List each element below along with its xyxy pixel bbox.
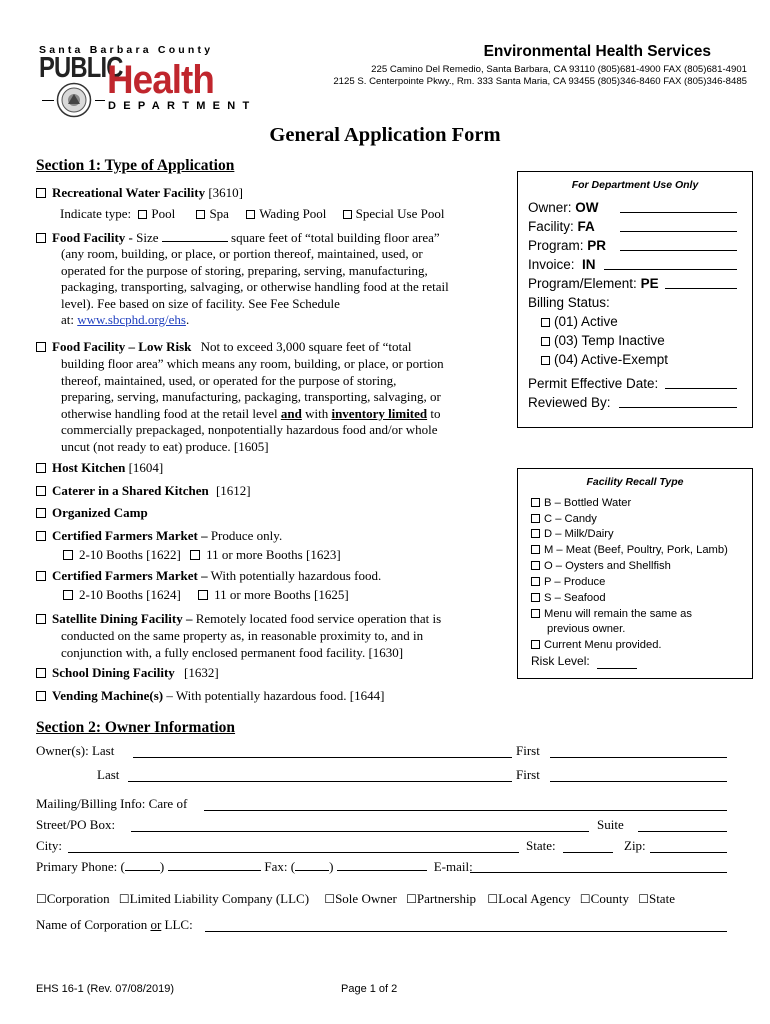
county-label: County xyxy=(590,891,629,906)
caterer-row xyxy=(36,483,251,499)
food-desc-line: operated for the purpose of storing, preparing, serving, manufacturing, xyxy=(61,262,428,278)
recall-menu-same-checkbox[interactable] xyxy=(531,609,540,618)
vending-machine-row xyxy=(36,688,384,704)
recall-meat-checkbox[interactable] xyxy=(531,545,540,554)
recall-item-oysters xyxy=(531,559,671,575)
program-element-label: Program/Element: xyxy=(528,276,637,291)
spa-label: Spa xyxy=(209,206,229,221)
primary-phone-row: Primary Phone: ( ) Fax: ( ) E-mail: xyxy=(36,859,473,874)
logo-rule xyxy=(42,100,54,101)
caterer-checkbox[interactable] xyxy=(36,486,46,496)
organized-camp-checkbox[interactable] xyxy=(36,508,46,518)
facility-code-label: Facility: xyxy=(528,219,574,234)
satellite-dining-line1: Remotely located food service operation that is xyxy=(195,611,442,626)
low-risk-line: commercially prepackaged, nonpotentially hazardous food and/or whole xyxy=(61,422,438,437)
booths-2-10-produce-label: 2-10 Booths [1622] xyxy=(79,547,181,562)
logo-department: DEPARTMENT xyxy=(108,100,257,112)
booths-11-plus-phf-label: 11 or more Booths [1625] xyxy=(214,587,349,602)
owner-last-name-field[interactable] xyxy=(133,745,512,758)
phone-number-field[interactable] xyxy=(168,858,261,871)
recall-item-seafood xyxy=(531,591,606,607)
satellite-dining-line: conducted on the same property as, in reasonable proximity to, and in xyxy=(61,628,424,643)
corporation-name-or: or xyxy=(150,917,162,932)
recall-seafood-checkbox[interactable] xyxy=(531,593,540,602)
section2-heading: Section 2: Owner Information xyxy=(36,719,236,736)
invoice-code-row xyxy=(528,255,596,274)
program-code-field[interactable] xyxy=(620,238,737,251)
with-text: with xyxy=(305,405,329,421)
food-facility-description xyxy=(61,246,449,329)
recall-current-menu-checkbox[interactable] xyxy=(531,640,540,649)
food-facility-row xyxy=(36,229,440,246)
county-seal-icon xyxy=(56,82,92,118)
reviewed-by-label: Reviewed By: xyxy=(528,395,611,410)
status-active-label: (01) Active xyxy=(554,314,618,329)
state-type-label: State xyxy=(648,891,675,906)
spa-checkbox[interactable] xyxy=(196,210,205,219)
invoice-code-field[interactable] xyxy=(604,257,737,270)
corporation-name-field[interactable] xyxy=(205,919,727,932)
food-facility-size-text: square feet of “total building floor area” xyxy=(231,230,440,245)
food-desc-line: (any room, building, or place, or portion thereof, maintained, used, or xyxy=(61,246,423,261)
owner-code-field[interactable] xyxy=(620,200,737,213)
facility-code-row xyxy=(528,217,595,236)
recall-bottled-water-checkbox[interactable] xyxy=(531,498,540,507)
owner-code-row xyxy=(528,198,599,217)
vending-machine-label: Vending Machine(s) xyxy=(52,688,164,703)
city-field[interactable] xyxy=(68,840,519,853)
indicate-type-label: Indicate type: xyxy=(60,206,132,221)
recreational-water-checkbox[interactable] xyxy=(36,188,46,198)
farmers-market-phf-row xyxy=(36,568,381,584)
recall-item-menu-same-cont: previous owner. xyxy=(547,623,626,635)
page-title: General Application Form xyxy=(269,124,501,146)
recall-item-current-menu xyxy=(531,638,662,654)
suite-field[interactable] xyxy=(638,819,727,832)
satellite-dining-row xyxy=(36,611,441,627)
email-label: E-mail: xyxy=(433,859,473,874)
program-code-prefix: PR xyxy=(587,238,607,253)
host-kitchen-checkbox[interactable] xyxy=(36,463,46,473)
second-first-label: First xyxy=(516,767,540,782)
recall-item-label: B – Bottled Water xyxy=(544,497,632,509)
primary-phone-label: Primary Phone: ( xyxy=(36,859,125,874)
low-risk-line: preparing, serving, manufacturing, packaging, transporting, salvaging, or xyxy=(61,389,441,404)
farmers-market-produce-checkbox[interactable] xyxy=(36,531,46,541)
city-label: City: xyxy=(36,838,63,853)
satellite-dining-description xyxy=(61,628,423,661)
llc-checkbox[interactable]: ☐ xyxy=(118,892,130,906)
invoice-code-prefix: IN xyxy=(582,257,596,272)
fax-area-code-field[interactable] xyxy=(295,858,329,871)
program-element-field[interactable] xyxy=(665,276,737,289)
fee-schedule-link[interactable]: www.sbcphd.org/ehs xyxy=(77,312,186,327)
program-code-row xyxy=(528,236,606,255)
state-label: State: xyxy=(526,838,556,853)
pool-label: Pool xyxy=(151,206,176,221)
second-last-label: Last xyxy=(97,767,120,782)
farmers-market-phf-checkbox[interactable] xyxy=(36,571,46,581)
logo-public: PUBLIC xyxy=(39,52,123,84)
section1-heading: Section 1: Type of Application xyxy=(36,157,235,174)
corporation-name-row xyxy=(36,917,193,933)
corporation-name-label: Name of Corporation xyxy=(36,917,148,932)
food-facility-label: Food Facility - xyxy=(52,230,133,245)
owner-first-label: First xyxy=(516,743,540,758)
mailing-care-of-field[interactable] xyxy=(204,798,727,811)
address-santa-maria: 2125 S. Centerpointe Pkwy., Rm. 333 Santa Maria, CA 93455 (805)346-8460 FAX (805)346-8485 xyxy=(333,76,747,87)
county-name: Santa Barbara County xyxy=(39,44,214,56)
recall-item-menu-same xyxy=(531,607,692,623)
low-risk-row xyxy=(36,339,411,355)
booths-11-plus-phf-checkbox[interactable] xyxy=(198,590,208,600)
recall-type-title: Facility Recall Type xyxy=(586,476,684,488)
suite-label: Suite xyxy=(597,817,624,832)
recall-oysters-checkbox[interactable] xyxy=(531,561,540,570)
reviewed-by-field[interactable] xyxy=(619,395,737,408)
zip-label: Zip: xyxy=(624,838,646,853)
farmers-market-produce-row xyxy=(36,528,282,544)
host-kitchen-code: [1604] xyxy=(128,460,164,475)
zip-field[interactable] xyxy=(650,840,727,853)
recall-item-label: S – Seafood xyxy=(544,592,606,604)
satellite-dining-checkbox[interactable] xyxy=(36,614,46,624)
mailing-care-of-label: Mailing/Billing Info: Care of xyxy=(36,796,188,811)
status-temp-inactive-label: (03) Temp Inactive xyxy=(554,333,665,348)
risk-level-field[interactable] xyxy=(597,656,637,669)
logo-health: Health xyxy=(107,58,214,102)
recall-item-label: P – Produce xyxy=(544,576,606,588)
wading-pool-checkbox[interactable] xyxy=(246,210,255,219)
status-temp-inactive-row xyxy=(541,331,665,350)
food-desc-period: . xyxy=(185,312,190,327)
invoice-code-label: Invoice: xyxy=(528,257,575,272)
agency-name: Environmental Health Services xyxy=(483,43,711,60)
sole-owner-checkbox[interactable]: ☐ xyxy=(324,892,336,906)
state-checkbox[interactable]: ☐ xyxy=(638,892,649,906)
corporation-checkbox[interactable]: ☐ xyxy=(36,892,47,906)
farmers-market-phf-label: Certified Farmers Market – xyxy=(52,568,208,583)
form-number: EHS 16-1 (Rev. 07/08/2019) xyxy=(36,983,174,995)
school-dining-code: [1632] xyxy=(184,665,219,680)
recall-item-label: D – Milk/Dairy xyxy=(544,528,614,540)
corporation-name-llc: LLC: xyxy=(164,917,193,932)
recall-item-candy xyxy=(531,512,597,528)
partnership-checkbox[interactable]: ☐ xyxy=(406,892,417,906)
page-number: Page 1 of 2 xyxy=(341,983,398,995)
recreational-water-code: [3610] xyxy=(208,185,243,200)
partnership-label: Partnership xyxy=(416,891,477,906)
recreational-water-row xyxy=(36,185,243,201)
corporation-label: Corporation xyxy=(46,891,110,906)
caterer-code: [1612] xyxy=(215,483,251,498)
indicate-type-row xyxy=(60,206,444,222)
low-risk-line: otherwise handling food at the retail level xyxy=(61,405,278,421)
address-santa-barbara: 225 Camino Del Remedio, Santa Barbara, CA 93110 (805)681-4900 FAX (805)681-4901 xyxy=(371,64,747,75)
facility-code-prefix: FA xyxy=(577,219,595,234)
permit-effective-date-field[interactable] xyxy=(665,376,737,389)
recall-item-label: C – Candy xyxy=(544,513,597,525)
food-desc-line: level). Fee based on size of facility. See Fee Schedule xyxy=(61,295,340,311)
fax-label: Fax: ( xyxy=(264,859,296,874)
satellite-dining-line: conjunction with, a fully enclosed permanent food facility. [1630] xyxy=(61,644,404,660)
recall-item-label: M – Meat (Beef, Poultry, Pork, Lamb) xyxy=(544,544,728,556)
status-active-row xyxy=(541,312,618,331)
farmers-market-produce-label: Certified Farmers Market – xyxy=(52,528,208,543)
inventory-limited-emphasis: inventory limited xyxy=(331,405,428,421)
low-risk-label: Food Facility – Low Risk xyxy=(52,339,192,354)
fax-number-field[interactable] xyxy=(337,858,427,871)
recall-item-meat xyxy=(531,543,728,559)
organized-camp-label: Organized Camp xyxy=(52,505,148,520)
status-temp-inactive-checkbox[interactable] xyxy=(541,337,550,346)
email-field[interactable] xyxy=(470,860,727,873)
phone-area-code-field[interactable] xyxy=(125,858,160,871)
school-dining-row xyxy=(36,665,219,681)
food-desc-at: at: xyxy=(61,312,74,327)
wading-pool-label: Wading Pool xyxy=(259,206,327,221)
vending-machine-checkbox[interactable] xyxy=(36,691,46,701)
farmers-market-phf-desc: With potentially hazardous food. xyxy=(210,568,382,583)
street-field[interactable] xyxy=(131,819,589,832)
recreational-water-label: Recreational Water Facility xyxy=(52,185,206,200)
special-use-pool-label: Special Use Pool xyxy=(355,206,445,221)
owner-code-label: Owner: xyxy=(528,200,572,215)
low-risk-line: building floor area” which means any room, building, or place, or portion xyxy=(61,356,444,371)
second-first-name-field[interactable] xyxy=(550,769,727,782)
recall-item-produce xyxy=(531,575,605,591)
billing-status-label: Billing Status: xyxy=(528,295,610,310)
recall-item-label: O – Oysters and Shellfish xyxy=(544,560,671,572)
program-code-label: Program: xyxy=(528,238,584,253)
pool-checkbox[interactable] xyxy=(138,210,147,219)
owner-name-row xyxy=(36,743,114,759)
booths-11-plus-produce-label: 11 or more Booths [1623] xyxy=(206,547,341,562)
recall-item-bottled-water xyxy=(531,496,631,512)
school-dining-checkbox[interactable] xyxy=(36,668,46,678)
low-risk-line: uncut (not ready to eat) produce. [1605] xyxy=(61,438,269,454)
street-label: Street/PO Box: xyxy=(36,817,116,832)
and-emphasis: and xyxy=(280,405,302,421)
caterer-label: Caterer in a Shared Kitchen xyxy=(52,483,209,498)
second-last-name-field[interactable] xyxy=(128,769,512,782)
host-kitchen-label: Host Kitchen xyxy=(52,460,126,475)
booths-2-10-phf-checkbox[interactable] xyxy=(63,590,73,600)
facility-code-field[interactable] xyxy=(620,219,737,232)
recall-item-label: Current Menu provided. xyxy=(544,639,662,651)
floor-area-field[interactable] xyxy=(162,229,228,242)
to-text: to xyxy=(430,405,441,421)
organized-camp-row xyxy=(36,505,148,521)
owner-code-prefix: OW xyxy=(575,200,599,215)
permit-effective-date-label: Permit Effective Date: xyxy=(528,376,659,391)
local-agency-checkbox[interactable]: ☐ xyxy=(487,892,499,906)
low-risk-line1: Not to exceed 3,000 square feet of “total xyxy=(200,339,412,354)
booths-2-10-phf-label: 2-10 Booths [1624] xyxy=(79,587,181,602)
llc-label: Limited Liability Company (LLC) xyxy=(129,891,310,906)
school-dining-label: School Dining Facility xyxy=(52,665,175,680)
sole-owner-label: Sole Owner xyxy=(335,891,397,906)
department-use-title: For Department Use Only xyxy=(571,179,699,191)
low-risk-checkbox[interactable] xyxy=(36,342,46,352)
low-risk-description xyxy=(61,356,444,455)
owner-last-label: Owner(s): Last xyxy=(36,743,115,758)
logo-rule-right xyxy=(95,100,105,101)
farmers-market-phf-options xyxy=(63,587,349,603)
recall-candy-checkbox[interactable] xyxy=(531,514,540,523)
status-active-exempt-label: (04) Active-Exempt xyxy=(554,352,669,367)
recall-item-milk-dairy xyxy=(531,527,614,543)
risk-level-label: Risk Level: xyxy=(531,654,590,668)
state-field[interactable] xyxy=(563,840,613,853)
local-agency-label: Local Agency xyxy=(498,891,571,906)
program-element-row xyxy=(528,274,659,293)
low-risk-line: thereof, maintained, used, or operated for the purpose of storing, xyxy=(61,372,397,388)
farmers-market-produce-options xyxy=(63,547,341,563)
host-kitchen-row xyxy=(36,460,163,476)
recall-produce-checkbox[interactable] xyxy=(531,577,540,586)
booths-11-plus-produce-checkbox[interactable] xyxy=(190,550,200,560)
recall-item-label: Menu will remain the same as xyxy=(544,608,692,620)
food-desc-line: packaging, transporting, salvaging, or otherwise handling food at the retail xyxy=(61,279,449,294)
owner-first-name-field[interactable] xyxy=(550,745,727,758)
farmers-market-produce-desc: Produce only. xyxy=(210,528,283,543)
county-checkbox[interactable]: ☐ xyxy=(579,892,591,906)
food-facility-checkbox[interactable] xyxy=(36,233,46,243)
ownership-type-row xyxy=(36,891,675,907)
program-element-prefix: PE xyxy=(640,276,659,291)
satellite-dining-label: Satellite Dining Facility – xyxy=(52,611,193,626)
special-use-pool-checkbox[interactable] xyxy=(343,210,352,219)
status-active-checkbox[interactable] xyxy=(541,318,550,327)
booths-2-10-produce-checkbox[interactable] xyxy=(63,550,73,560)
food-facility-size-label: Size xyxy=(136,230,159,245)
status-active-exempt-row xyxy=(541,350,668,369)
recall-milk-dairy-checkbox[interactable] xyxy=(531,529,540,538)
status-active-exempt-checkbox[interactable] xyxy=(541,356,550,365)
vending-machine-desc: – With potentially hazardous food. [1644] xyxy=(166,688,385,703)
